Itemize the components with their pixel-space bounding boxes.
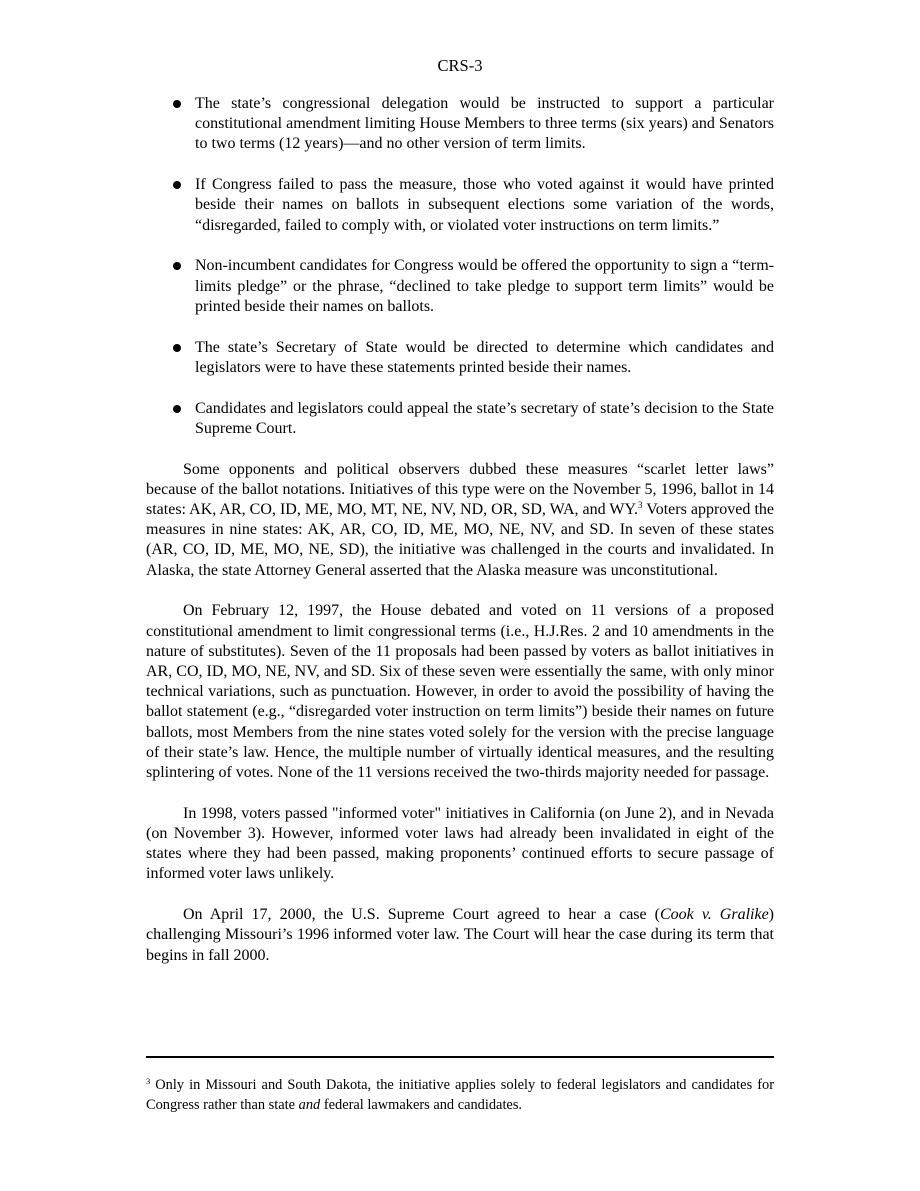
list-item-text: Candidates and legislators could appeal the state’s secretary of state’s decision to the State Supreme Court.	[195, 399, 774, 437]
list-item-text: The state’s congressional delegation would be instructed to support a particular constitutional amendment limiting House Members to three terms (six years) and Senators to two terms (12 years)—and no other version of term limits.	[195, 95, 774, 153]
list-item	[146, 94, 774, 155]
footnote-divider	[146, 1056, 774, 1058]
paragraph-informed-voter-1998: In 1998, voters passed "informed voter" initiatives in California (on June 2), and in Nevada (on November 3). However, informed voter laws had already been invalidated in eight of the states where they had been passed, making proponents’ continued efforts to secure passage of informed voter laws unlikely.	[146, 804, 774, 883]
bullet-icon	[173, 262, 181, 270]
footnote-reference[interactable]: 3	[638, 500, 643, 511]
list-item-text: Non-incumbent candidates for Congress would be offered the opportunity to sign a “term-limits pledge” or the phrase, “declined to take pledge to support term limits” would be printed beside their names on ballots.	[195, 257, 774, 315]
document-body	[146, 94, 774, 986]
list-item	[146, 338, 774, 378]
footnote-number: 3	[146, 1076, 151, 1086]
list-item	[146, 399, 774, 439]
list-item-text: If Congress failed to pass the measure, those who voted against it would have printed beside their names on ballots in subsequent elections some variation of the words, “disregarded, failed to comply with, or violated voter instructions on term limits.”	[195, 176, 774, 234]
paragraph-house-vote: On February 12, 1997, the House debated and voted on 11 versions of a proposed constitutional amendment to limit congressional terms (i.e., H.J.Res. 2 and 10 amendments in the nature of substitutes). Seven of the 11 proposals had been passed by voters as ballot initiatives in AR, CO, ID, MO, NE, NV, and SD. Six of these seven were essentially the same, with only minor technical variations, such as punctuation. However, in order to avoid the possibility of having the ballot statement (e.g., “disregarded voter instruction on term limits”) beside their names on future ballots, most Members from the nine states voted solely for the version with the precise language of their state’s law. Hence, the multiple number of virtually identical measures, and the resulting splintering of votes. None of the 11 versions received the two-thirds majority needed for passage.	[146, 602, 774, 782]
bullet-icon	[173, 100, 181, 108]
bullet-icon	[173, 405, 181, 413]
list-item-text: The state’s Secretary of State would be directed to determine which candidates and legislators were to have these statements printed beside their names.	[195, 338, 774, 376]
page-number-header: CRS-3	[437, 56, 483, 75]
provisions-list	[146, 94, 774, 439]
list-item	[146, 175, 774, 236]
paragraph-supreme-court: On April 17, 2000, the U.S. Supreme Court agreed to hear a case (Cook v. Gralike) challenging Missouri’s 1996 informed voter law. The Court will hear the case during its term that begins in fall 2000.	[146, 906, 774, 964]
case-name: Cook v. Gralike	[660, 906, 769, 924]
footnote: $^3$ Only in Missouri and South Dakota, the initiative applies solely to federal legislators and candidates for Congress rather than state and federal lawmakers and candidates.	[146, 1076, 774, 1113]
list-item	[146, 256, 774, 317]
bullet-icon	[173, 344, 181, 352]
bullet-icon	[173, 181, 181, 189]
paragraph-scarlet-letter-laws: Some opponents and political observers dubbed these measures “scarlet letter laws” because of the ballot notations. Initiatives of this type were on the November 5, 1996, ballot in 14 states: AK, AR, CO, ID, ME, MO, MT, NE, NV, ND, OR, SD, WA, and WY.$^3$ Voters approved the measures in nine states: AK, AR, CO, ID, ME, MO, NE, NV, and SD. In seven of these states (AR, CO, ID, ME, MO, NE, SD), the initiative was challenged in the courts and invalidated. In Alaska, the state Attorney General asserted that the Alaska measure was unconstitutional.	[146, 460, 774, 579]
